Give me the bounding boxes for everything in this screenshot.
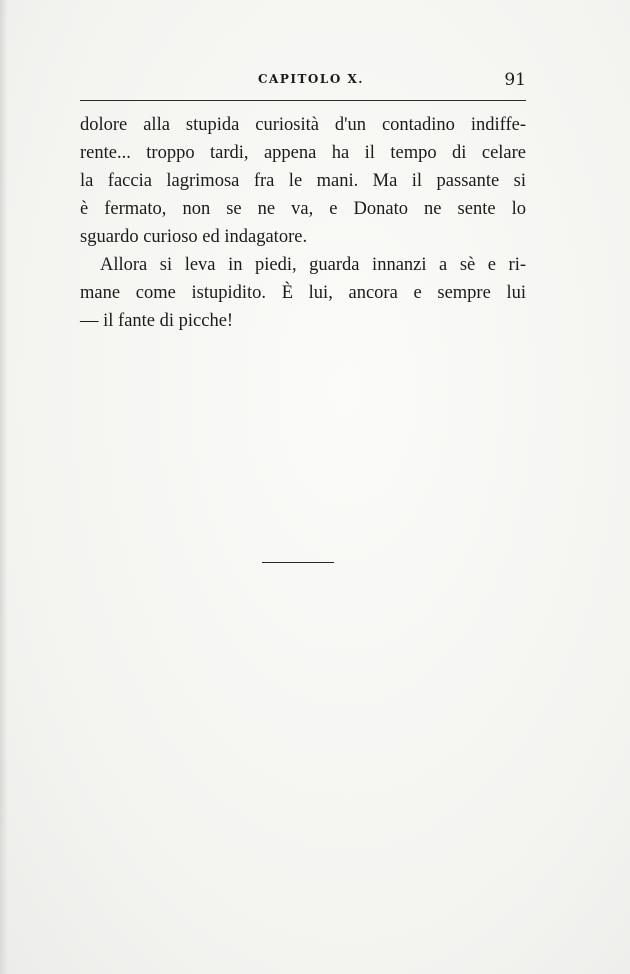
header-rule (80, 100, 526, 101)
body-text (80, 111, 526, 335)
text-line: Allora si leva in piedi, guarda innanzi a sè e ri- (100, 255, 526, 275)
page-number: 91 (504, 70, 526, 90)
text-line: sguardo curioso ed indagatore. (80, 227, 308, 247)
text-line: — il fante di picche! (80, 311, 234, 331)
text-line: mane come istupidito. È lui, ancora e sempre lui (80, 283, 526, 303)
text-line: dolore alla stupida curiosità d'un contadino indiffe- (80, 115, 526, 135)
running-head: CAPITOLO X. (258, 72, 364, 86)
page-header (80, 70, 526, 96)
chapter-end-rule (262, 562, 334, 563)
text-line: è fermato, non se ne va, e Donato ne sente lo (80, 199, 526, 219)
text-line: rente... troppo tardi, appena ha il tempo di celare (80, 143, 526, 163)
page-binding-edge (0, 0, 8, 974)
text-line: la faccia lagrimosa fra le mani. Ma il passante si (80, 171, 526, 191)
